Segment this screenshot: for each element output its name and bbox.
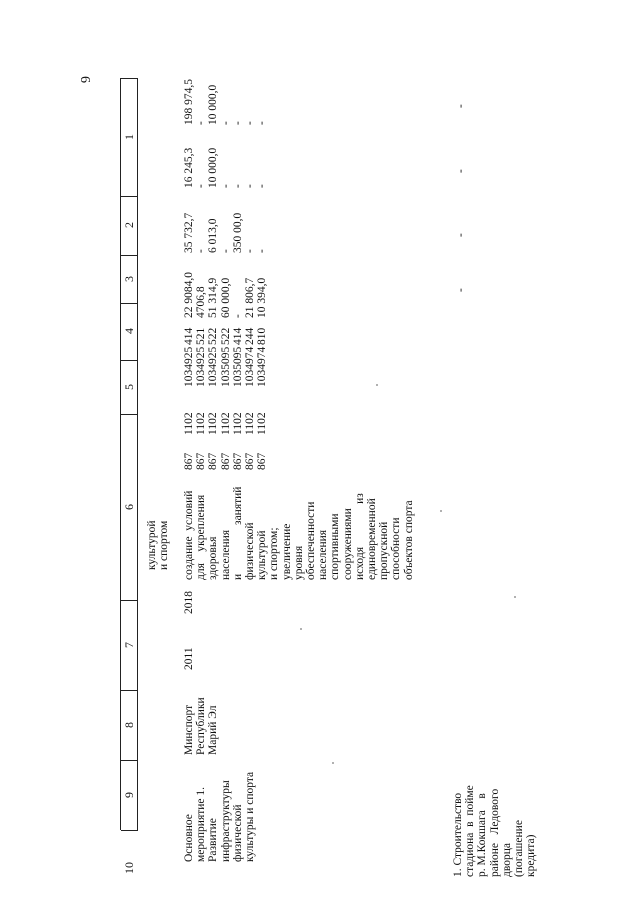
- sub-col1-line: дворца: [500, 843, 513, 877]
- main-col3-start-year: 2011: [183, 647, 195, 670]
- col-sep: [121, 830, 138, 831]
- main-col10-value: -: [231, 121, 244, 125]
- main-col5-line: спортивными: [329, 513, 342, 580]
- main-col1-line: инфраструктуры: [219, 780, 232, 862]
- col-sep: [121, 78, 138, 79]
- main-col6-section-code: 1102: [207, 412, 220, 435]
- main-col5-line: сооружениями: [341, 508, 354, 580]
- main-col6-target-code: 1034925: [183, 346, 195, 387]
- main-col6-expense-code: 522: [219, 327, 232, 345]
- main-col5-line: и спортом;: [268, 527, 281, 580]
- column-header-4: 4: [122, 328, 136, 334]
- main-col7-value: -: [231, 314, 244, 318]
- main-col8-value: -: [244, 249, 256, 253]
- main-col6-expense-code: 244: [244, 327, 256, 345]
- main-col5-prefix-line: культурой: [146, 520, 158, 570]
- main-col5-line: уровня: [292, 545, 305, 580]
- main-col5-line: единовременной: [366, 498, 378, 580]
- main-col9-value: -: [195, 184, 208, 188]
- main-col10-value: -: [195, 121, 208, 125]
- main-col8-value: 35 732,7: [183, 212, 195, 253]
- column-header-1: 1: [122, 134, 136, 140]
- main-col5-prefix-line: и спортом: [158, 520, 171, 570]
- main-col5-line: населения: [219, 529, 232, 580]
- main-col6-target-code: 1035095: [231, 346, 244, 387]
- main-col7-value: 22 9084,0: [183, 272, 195, 318]
- sub-col1-line: стадиона в пойме: [464, 785, 477, 877]
- sub-col8-value: -: [455, 233, 467, 237]
- main-col6-target-code: 1034925: [195, 346, 208, 387]
- main-col8-value: -: [195, 249, 208, 253]
- scan-speck: [332, 762, 334, 764]
- main-col10-value: 10 000,0: [207, 84, 220, 125]
- main-col1-line: физической: [231, 804, 244, 862]
- column-header-7: 7: [122, 642, 136, 648]
- main-col2-line: Республики: [195, 697, 208, 755]
- main-col1-line: культуры и спорта: [244, 771, 256, 862]
- main-col10-value: -: [219, 121, 232, 125]
- main-col5-line: создание условий: [183, 490, 195, 580]
- col-sep: [121, 303, 138, 304]
- column-header-8: 8: [122, 722, 136, 728]
- main-col5-line: здоровья: [207, 536, 220, 580]
- main-col10-value: 198 974,5: [183, 79, 195, 125]
- sub-col1-line: р. М.Кокшага в: [476, 793, 489, 877]
- col-sep: [121, 255, 138, 256]
- col-sep: [121, 600, 138, 601]
- main-col5-line: и занятий: [231, 486, 244, 580]
- main-col10-value: -: [244, 121, 256, 125]
- main-col6-section-code: 1102: [244, 412, 256, 435]
- column-header-9: 9: [122, 792, 136, 798]
- main-col6-target-code: 1034974: [256, 346, 269, 387]
- main-col6-expense-code: 521: [195, 327, 208, 345]
- main-col8-value: 350 00,0: [231, 212, 244, 253]
- header-bottom-rule: [137, 78, 138, 830]
- main-col6-section-code: 1102: [256, 412, 269, 435]
- column-header-5: 5: [122, 384, 136, 390]
- page-number: 6: [77, 76, 92, 83]
- main-col6-section-code: 1102: [231, 412, 244, 435]
- main-col4-end-year: 2018: [183, 591, 195, 614]
- header-top-rule: [120, 78, 121, 830]
- col-sep: [121, 360, 138, 361]
- scan-speck: [376, 384, 378, 386]
- sub-col9-value: -: [455, 169, 467, 173]
- main-col7-value: 21 806,7: [244, 277, 256, 318]
- main-col6-expense-code: 810: [256, 327, 269, 345]
- main-col6-ministry-code: 867: [183, 452, 195, 470]
- main-col7-value: 4706,8: [195, 286, 208, 318]
- main-col8-value: -: [219, 249, 232, 253]
- main-col9-value: -: [219, 184, 232, 188]
- main-col6-ministry-code: 867: [256, 452, 269, 470]
- main-col8-value: -: [256, 249, 269, 253]
- main-col2-line: Марий Эл: [207, 705, 220, 755]
- col-sep: [121, 196, 138, 197]
- main-col5-line: физической: [244, 522, 256, 580]
- main-col9-value: -: [244, 184, 256, 188]
- scan-speck: [300, 628, 302, 630]
- main-col6-target-code: 1034974: [244, 346, 256, 387]
- sub-col10-value: -: [455, 104, 467, 108]
- main-col7-value: 10 394,0: [256, 277, 269, 318]
- sub-col1-line: (погашение: [513, 820, 525, 877]
- scan-speck: [440, 510, 442, 512]
- main-col6-section-code: 1102: [195, 412, 208, 435]
- sub-col7-value: -: [455, 288, 467, 292]
- main-col9-value: -: [231, 184, 244, 188]
- main-col2-line: Минспорт: [183, 704, 195, 755]
- main-col6-expense-code: 414: [231, 327, 244, 345]
- main-col6-section-code: 1102: [183, 412, 195, 435]
- main-col5-line: увеличение: [280, 523, 293, 580]
- column-header-3: 3: [122, 276, 136, 282]
- main-col6-section-code: 1102: [219, 412, 232, 435]
- col-sep: [121, 414, 138, 415]
- sub-col1-line: районе Ледового: [488, 788, 501, 877]
- main-col9-value: -: [256, 184, 269, 188]
- sub-col1-line: кредита): [525, 834, 538, 877]
- main-col6-expense-code: 522: [207, 327, 220, 345]
- main-col6-target-code: 1035095: [219, 346, 232, 387]
- scan-speck: [514, 596, 516, 598]
- main-col5-line: способности: [390, 517, 403, 580]
- main-col6-ministry-code: 867: [231, 452, 244, 470]
- main-col6-ministry-code: 867: [219, 452, 232, 470]
- main-col1-line: мероприятие 1.: [195, 786, 208, 862]
- main-col5-line: населения: [317, 529, 330, 580]
- column-header-6: 6: [122, 504, 136, 510]
- main-col6-ministry-code: 867: [195, 452, 208, 470]
- main-col5-line: объектов спорта: [402, 500, 415, 580]
- sub-col1-line: 1. Строительство: [452, 792, 464, 877]
- main-col1-line: Основное: [183, 814, 195, 862]
- main-col10-value: -: [256, 121, 269, 125]
- column-header-10: 10: [122, 862, 136, 874]
- main-col5-line: для укрепления: [195, 494, 208, 580]
- col-sep: [121, 690, 138, 691]
- main-col5-line: пропускной: [378, 521, 391, 580]
- main-col9-value: 16 245,3: [183, 147, 195, 188]
- main-col5-line: обеспеченности: [305, 501, 317, 580]
- main-col8-value: 6 013,0: [207, 218, 220, 253]
- main-col6-ministry-code: 867: [207, 452, 220, 470]
- main-col6-target-code: 1034925: [207, 346, 220, 387]
- main-col6-ministry-code: 867: [244, 452, 256, 470]
- main-col1-line: Развитие: [207, 818, 220, 862]
- main-col7-value: 51 314,9: [207, 277, 220, 318]
- main-col6-expense-code: 414: [183, 327, 195, 345]
- main-col9-value: 10 000,0: [207, 147, 220, 188]
- main-col5-line: исходя из: [353, 493, 366, 580]
- main-col7-value: 60 000,0: [219, 277, 232, 318]
- main-col5-line: культурой: [256, 530, 269, 580]
- column-header-2: 2: [122, 222, 136, 228]
- col-sep: [121, 760, 138, 761]
